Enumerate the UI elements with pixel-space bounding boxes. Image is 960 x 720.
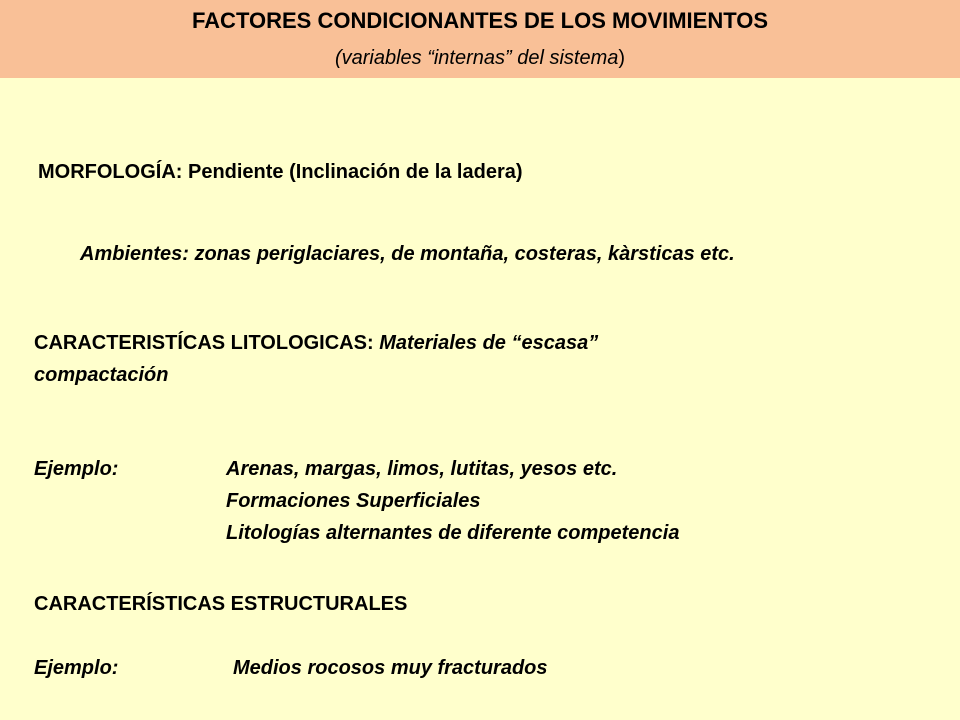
litologicas-example-2: Formaciones Superficiales: [226, 490, 481, 512]
litologicas-example-3: Litologías alternantes de diferente competencia: [226, 522, 680, 544]
estructurales-example: Medios rocosos muy fracturados: [233, 657, 548, 679]
litologicas-example-1: Arenas, margas, limos, lutitas, yesos etc.: [226, 458, 618, 480]
title-banner: [0, 0, 960, 78]
page-title: FACTORES CONDICIONANTES DE LOS MOVIMIENTOS: [191, 8, 769, 33]
subtitle-end: ): [618, 47, 626, 69]
ambientes-text: Ambientes: zonas periglaciares, de montaña, costeras, kàrsticas etc.: [80, 243, 735, 265]
page-subtitle: [0, 46, 960, 70]
litologicas-desc-line1: Materiales de “escasa”: [379, 332, 599, 354]
litologicas-desc-line2: compactación: [34, 364, 169, 386]
morfologia-heading: MORFOLOGÍA: Pendiente (Inclinación de la ladera): [38, 161, 523, 183]
estructurales-example-label: Ejemplo:: [34, 657, 119, 679]
litologicas-example-label: Ejemplo:: [34, 458, 119, 480]
litologicas-colon: :: [366, 332, 380, 354]
litologicas-label: CARACTERISTÍCAS LITOLOGICAS: [34, 332, 367, 354]
litologicas-heading: [34, 330, 598, 357]
subtitle-italic: (variables “internas” del sistema: [334, 47, 619, 69]
estructurales-heading: CARACTERÍSTICAS ESTRUCTURALES: [34, 593, 408, 615]
